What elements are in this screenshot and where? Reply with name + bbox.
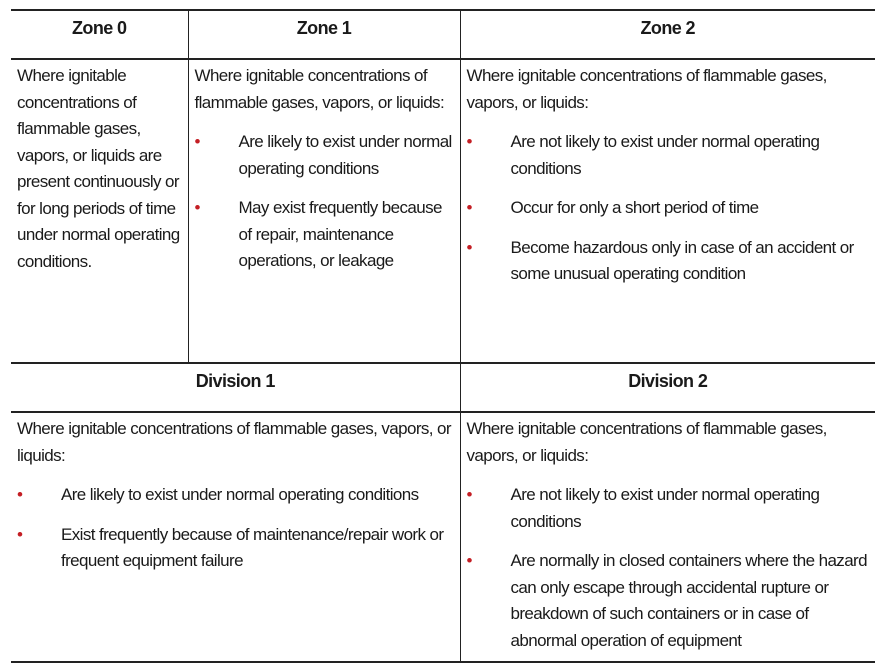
hazardous-area-table [11, 9, 875, 663]
bullet-icon: • [466, 132, 472, 151]
division-2-header: Division 2 [460, 363, 875, 412]
zone-2-intro: Where ignitable concentrations of flammable gases, vapors, or liquids: [466, 66, 827, 112]
list-item: • Are likely to exist under normal operating conditions [195, 129, 454, 182]
bullet-icon: • [466, 198, 472, 217]
list-item: • May exist frequently because of repair, maintenance operations, or leakage [195, 195, 454, 275]
zone-0-intro: Where ignitable concentrations of flammable gases, vapors, or liquids are present continuously or for long periods of time under normal operating conditions. [17, 66, 180, 271]
list-item: • Occur for only a short period of time [467, 195, 870, 222]
division-header-row [11, 363, 875, 412]
zone-2-cell [460, 59, 875, 363]
bullet-icon: • [194, 132, 200, 151]
zone-2-header: Zone 2 [460, 10, 875, 59]
zone-2-bullet-list [467, 129, 870, 288]
division-1-bullet-list [17, 482, 454, 575]
bullet-icon: • [17, 485, 23, 504]
division-content-row [11, 412, 875, 662]
bullet-icon: • [17, 524, 23, 544]
zone-0-header: Zone 0 [11, 10, 188, 59]
list-item: • Are not likely to exist under normal operating conditions [467, 129, 870, 182]
zone-1-cell [188, 59, 460, 363]
list-item: • Are likely to exist under normal operating conditions [17, 482, 454, 509]
division-1-cell [11, 412, 460, 662]
list-item: • Exist frequently because of maintenance/repair work or frequent equipment failure [17, 522, 454, 575]
list-item: • Are normally in closed containers where the hazard can only escape through accidental rupture or breakdown of such containers or in case of abnormal operation of equipment [467, 548, 870, 654]
zone-header-row [11, 10, 875, 59]
zone-1-bullet-list [195, 129, 454, 275]
zone-1-header: Zone 1 [188, 10, 460, 59]
bullet-icon: • [466, 485, 472, 504]
list-item: • Become hazardous only in case of an accident or some unusual operating condition [467, 235, 870, 288]
bullet-icon: • [194, 198, 200, 217]
bullet-icon: • [466, 551, 472, 570]
bullet-icon: • [466, 237, 472, 257]
division-1-header: Division 1 [11, 363, 460, 412]
division-1-intro: Where ignitable concentrations of flammable gases, vapors, or liquids: [17, 419, 451, 465]
zone-1-intro: Where ignitable concentrations of flammable gases, vapors, or liquids: [194, 66, 445, 112]
division-2-cell [460, 412, 875, 662]
zone-content-row [11, 59, 875, 363]
division-2-intro: Where ignitable concentrations of flammable gases, vapors, or liquids: [466, 419, 827, 465]
list-item: • Are not likely to exist under normal operating conditions [467, 482, 870, 535]
division-2-bullet-list [467, 482, 870, 654]
zone-0-cell [11, 59, 188, 363]
